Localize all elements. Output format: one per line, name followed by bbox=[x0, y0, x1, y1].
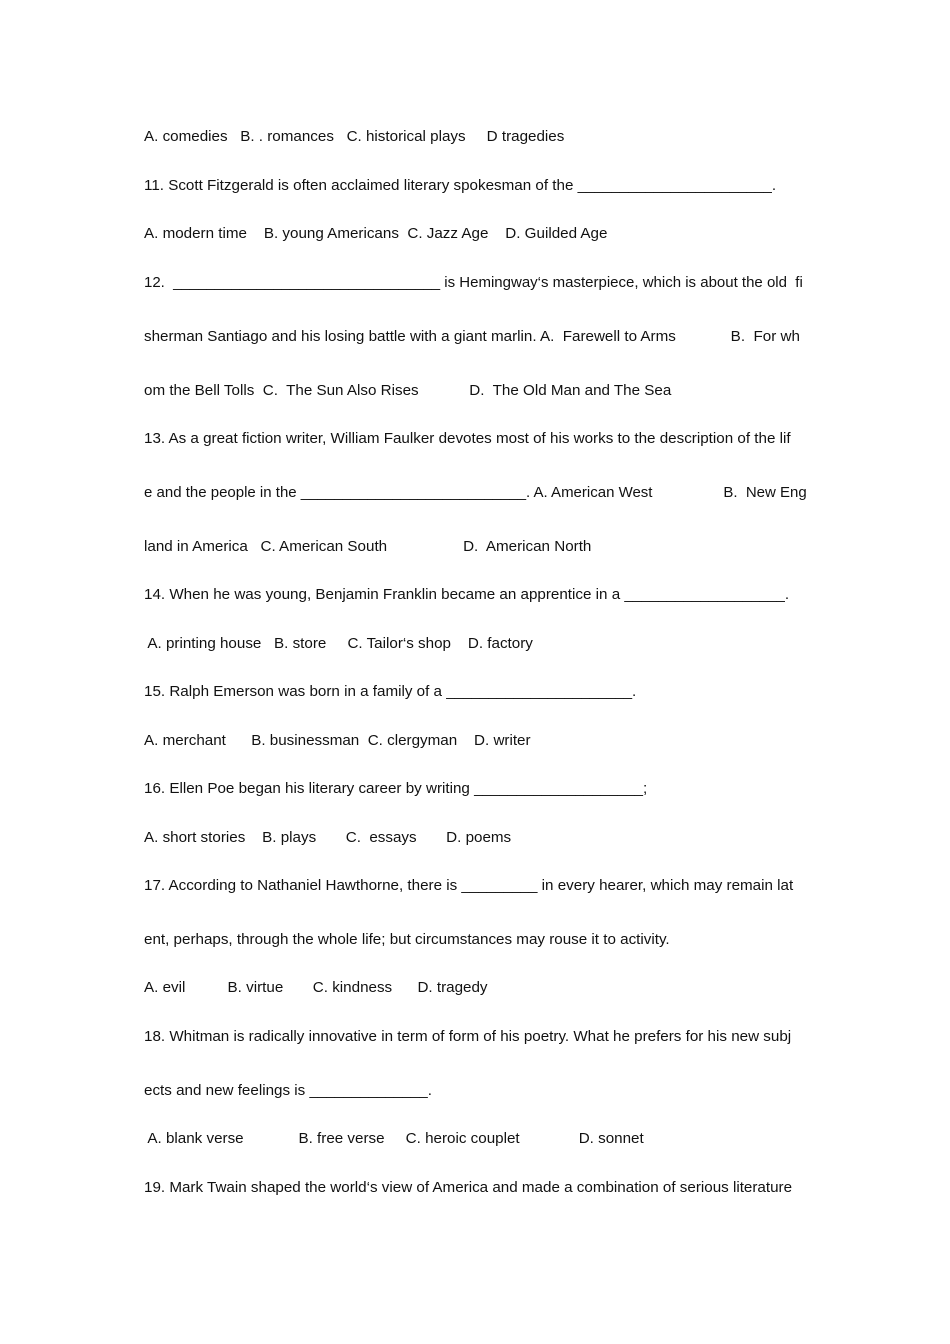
answer-options-q11: A. modern time B. young Americans C. Jazz Age D. Guilded Age bbox=[144, 225, 608, 242]
answer-options-q15: A. merchant B. businessman C. clergyman D. writer bbox=[144, 732, 531, 749]
question-11: 11. Scott Fitzgerald is often acclaimed literary spokesman of the _______________________. bbox=[144, 177, 777, 194]
question-18-line-2: ects and new feelings is ______________. bbox=[144, 1082, 432, 1099]
answer-options-q16: A. short stories B. plays C. essays D. poems bbox=[144, 829, 512, 846]
answer-options-q17: A. evil B. virtue C. kindness D. tragedy bbox=[144, 979, 488, 996]
question-12-line-2: sherman Santiago and his losing battle with a giant marlin. A. Farewell to Arms B. For wh bbox=[144, 328, 800, 345]
question-18-line-1: 18. Whitman is radically innovative in term of form of his poetry. What he prefers for his new subj bbox=[144, 1028, 792, 1045]
question-14: 14. When he was young, Benjamin Franklin became an apprentice in a ___________________. bbox=[144, 586, 790, 603]
answer-options-q14: A. printing house B. store C. Tailor‘s shop D. factory bbox=[144, 635, 533, 652]
question-16: 16. Ellen Poe began his literary career by writing ____________________; bbox=[144, 780, 648, 797]
question-13-line-3: land in America C. American South D. American North bbox=[144, 538, 592, 555]
question-19-line-1: 19. Mark Twain shaped the world‘s view of America and made a combination of serious literature bbox=[144, 1179, 793, 1196]
question-12-line-1: 12. ________________________________ is Hemingway‘s masterpiece, which is about the old fi bbox=[144, 274, 803, 291]
answer-options-q18: A. blank verse B. free verse C. heroic couplet D. sonnet bbox=[144, 1130, 644, 1147]
question-12-line-3: om the Bell Tolls C. The Sun Also Rises D. The Old Man and The Sea bbox=[144, 382, 672, 399]
question-13-line-2: e and the people in the ___________________________. A. American West B. New Eng bbox=[144, 484, 807, 501]
question-17-line-1: 17. According to Nathaniel Hawthorne, there is _________ in every hearer, which may remain lat bbox=[144, 877, 794, 894]
answer-options-q10: A. comedies B. . romances C. historical plays D tragedies bbox=[144, 128, 565, 145]
question-15: 15. Ralph Emerson was born in a family of a ______________________. bbox=[144, 683, 637, 700]
question-17-line-2: ent, perhaps, through the whole life; but circumstances may rouse it to activity. bbox=[144, 931, 670, 948]
question-13-line-1: 13. As a great fiction writer, William Faulker devotes most of his works to the description of the lif bbox=[144, 430, 791, 447]
